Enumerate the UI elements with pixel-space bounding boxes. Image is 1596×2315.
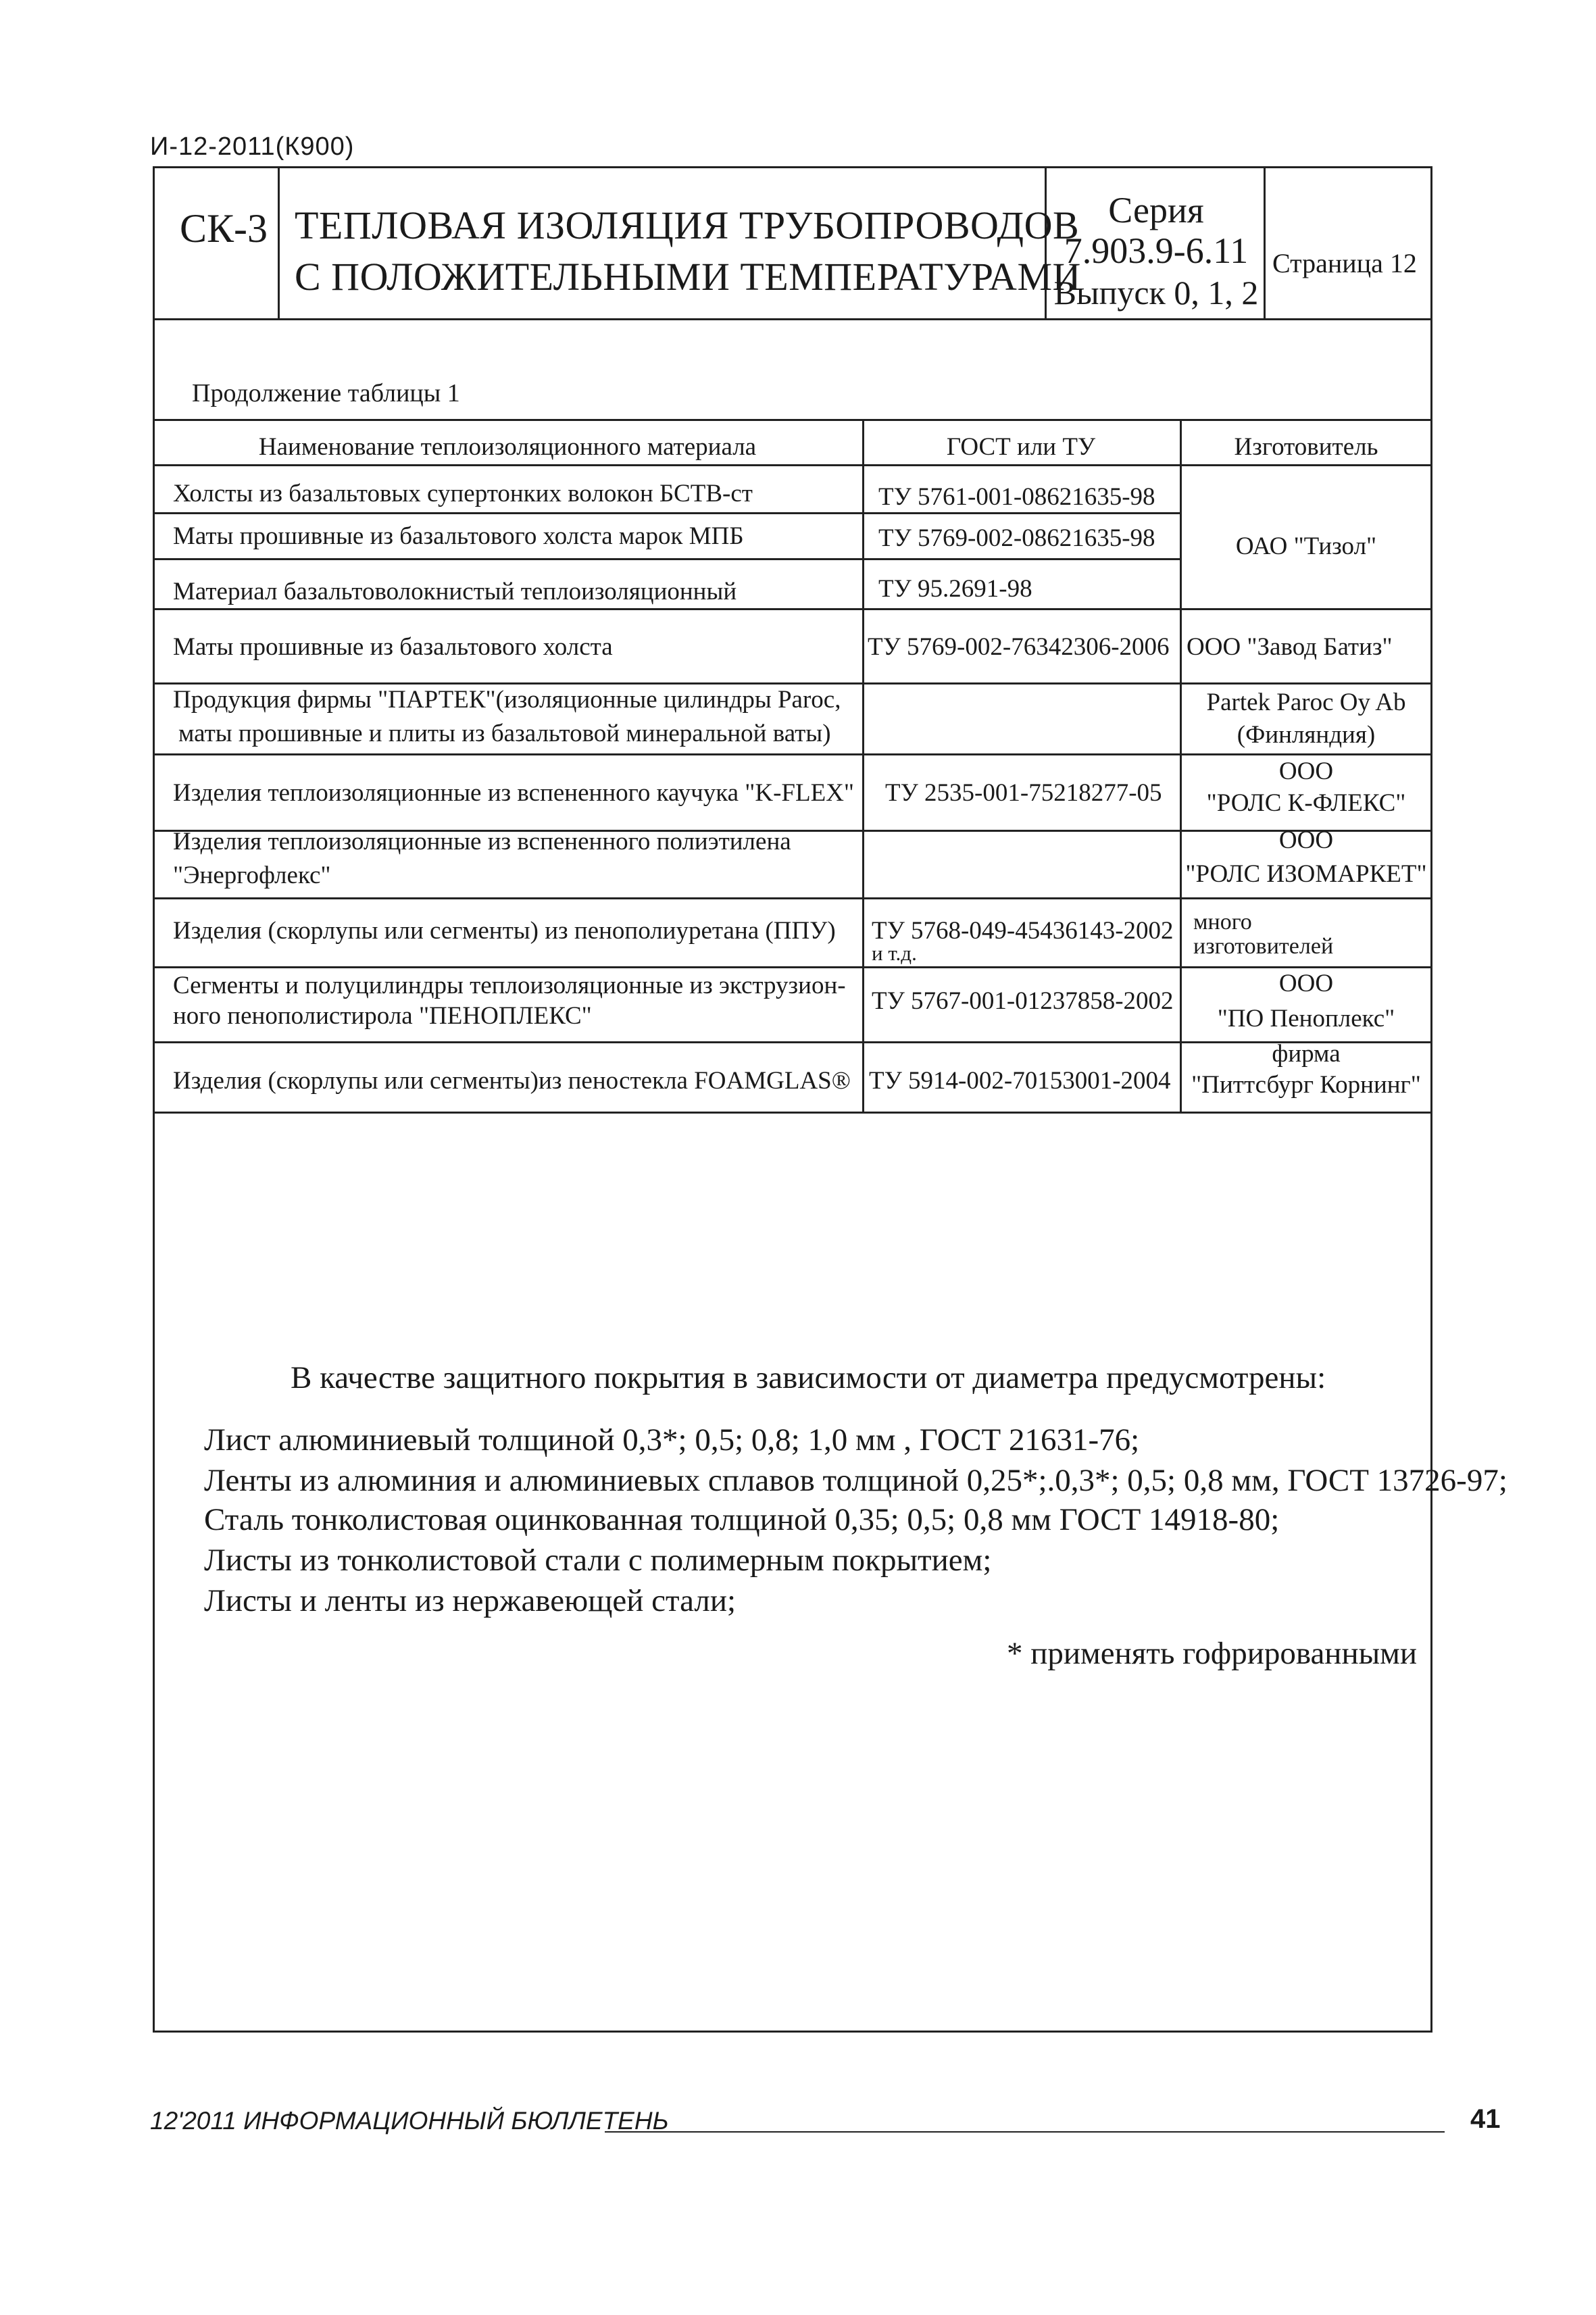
table-rule [153, 966, 1432, 968]
stamp-title-cell [280, 166, 1081, 318]
coating-item: Листы и ленты из нержавеющей стали; [204, 1583, 737, 1618]
row-maker: ОАО "Тизол" [1235, 532, 1377, 560]
stamp-code: СК-3 [180, 206, 268, 251]
row-name: Продукция фирмы "ПАРТЕК"(изоляционные цилиндры Paroc, [173, 686, 841, 714]
row-name: Маты прошивные из базальтового холста [173, 633, 613, 661]
header-gost: ГОСТ или ТУ [946, 433, 1096, 461]
row-name: Маты прошивные из базальтового холста марок МПБ [173, 522, 744, 550]
issue-label: Выпуск 0, 1, 2 [1053, 274, 1259, 312]
page-number: 41 [1470, 2104, 1501, 2134]
row-maker: "РОЛС К-ФЛЕКС" [1206, 789, 1406, 817]
stamp-title-line2: С ПОЛОЖИТЕЛЬНЫМИ ТЕМПЕРАТУРАМИ [295, 255, 1081, 299]
row-maker: "ПО Пеноплекс" [1217, 1005, 1395, 1032]
stamp-code-cell [153, 166, 280, 318]
title-stamp [153, 166, 1432, 320]
table-col-rule [862, 421, 864, 1114]
coating-item: Листы из тонколистовой стали с полимерным покрытием; [204, 1543, 992, 1578]
coating-item: Сталь тонколистовая оцинкованная толщиной 0,35; 0,5; 0,8 мм ГОСТ 14918-80; [204, 1502, 1280, 1537]
table-rule [153, 608, 1432, 610]
row-name: "Энергофлекс" [173, 862, 331, 889]
row-gost: ТУ 2535-001-75218277-05 [885, 779, 1162, 807]
row-name: Материал базальтоволокнистый теплоизоляционный [173, 578, 737, 605]
row-maker: фирма [1272, 1040, 1341, 1068]
stamp-page: Страница 12 [1272, 248, 1417, 278]
coating-intro: В качестве защитного покрытия в зависимости от диаметра предусмотрены: [291, 1360, 1326, 1395]
table-rule [153, 1112, 1432, 1114]
document-code: И-12-2011(К900) [150, 132, 355, 161]
row-maker: ООО [1278, 970, 1334, 997]
stamp-title-line1: ТЕПЛОВАЯ ИЗОЛЯЦИЯ ТРУБОПРОВОДОВ [295, 203, 1080, 247]
header-maker: Изготовитель [1234, 433, 1378, 461]
header-name: Наименование теплоизоляционного материала [258, 433, 757, 461]
table-rule [153, 897, 1432, 899]
row-maker: "Питтсбург Корнинг" [1191, 1071, 1421, 1099]
row-maker: ООО [1278, 826, 1334, 854]
row-gost: ТУ 5761-001-08621635-98 [878, 483, 1155, 511]
row-gost: ТУ 5769-002-08621635-98 [878, 524, 1155, 552]
stamp-series-cell [1047, 166, 1266, 318]
footer-rule [605, 2131, 1445, 2133]
coating-footnote: * применять гофрированными [1007, 1636, 1418, 1671]
row-maker: ООО "Завод Батиз" [1187, 633, 1393, 661]
row-gost: ТУ 5767-001-01237858-2002 [872, 987, 1174, 1015]
table-rule [153, 512, 1180, 514]
row-maker: Partek Paroc Oy Ab [1206, 689, 1406, 716]
row-maker: много [1193, 910, 1252, 935]
series-number: 7.903.9-6.11 [1064, 230, 1249, 271]
table-rule [153, 464, 1432, 466]
row-name: Изделия теплоизоляционные из вспененного каучука "K-FLEX" [173, 779, 855, 807]
row-gost: и т.д. [872, 941, 917, 965]
row-name: ного пенополистирола "ПЕНОПЛЕКС" [173, 1002, 592, 1030]
row-gost: ТУ 5768-049-45436143-2002 [872, 917, 1174, 945]
table-rule [153, 753, 1432, 755]
row-maker: "РОЛС ИЗОМАРКЕТ" [1185, 860, 1427, 888]
materials-table [153, 421, 1432, 1125]
row-maker: ООО [1278, 757, 1334, 785]
coating-item: Лист алюминиевый толщиной 0,3*; 0,5; 0,8; 1,0 мм , ГОСТ 21631-76; [204, 1422, 1140, 1458]
table-caption: Продолжение таблицы 1 [192, 379, 460, 407]
table-rule [153, 682, 1432, 684]
row-name: Изделия (скорлупы или сегменты) из пенополиуретана (ППУ) [173, 917, 836, 945]
coating-item: Ленты из алюминия и алюминиевых сплавов толщиной 0,25*;.0,3*; 0,5; 0,8 мм, ГОСТ 13726-97; [204, 1463, 1507, 1498]
row-name: Изделия (скорлупы или сегменты)из пеностекла FOAMGLAS® [173, 1067, 851, 1095]
row-name: Изделия теплоизоляционные из вспененного полиэтилена [173, 828, 791, 855]
bulletin-title: 12'2011 ИНФОРМАЦИОННЫЙ БЮЛЛЕТЕНЬ [150, 2107, 669, 2135]
row-name: Сегменты и полуцилиндры теплоизоляционные из экструзион- [173, 972, 846, 999]
row-maker: изготовителей [1193, 934, 1334, 959]
row-name: маты прошивные и плиты из базальтовой минеральной ваты) [178, 720, 831, 747]
row-gost: ТУ 95.2691-98 [878, 575, 1032, 603]
stamp-page-cell [1266, 166, 1432, 318]
row-maker: (Финляндия) [1237, 721, 1376, 749]
row-gost: ТУ 5914-002-70153001-2004 [869, 1067, 1171, 1095]
row-name: Холсты из базальтовых супертонких волокон БСТВ-ст [173, 480, 753, 507]
table-rule [153, 558, 1180, 560]
series-label: Серия [1108, 190, 1204, 230]
row-gost: ТУ 5769-002-76342306-2006 [868, 633, 1170, 661]
